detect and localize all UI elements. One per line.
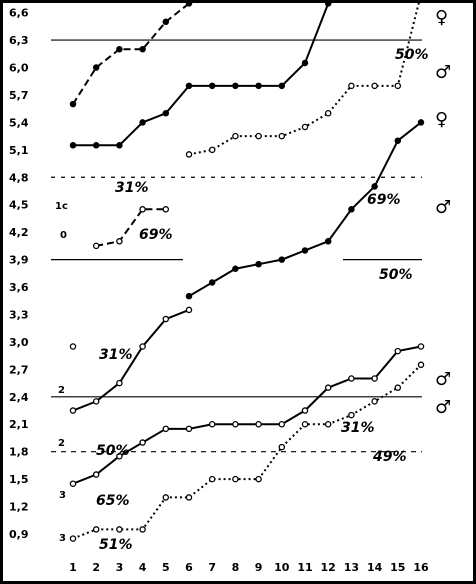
percent-label: 31% [341, 420, 375, 436]
data-point [326, 422, 331, 427]
data-point [395, 83, 400, 88]
y-tick-label: 2,7 [9, 363, 29, 377]
data-point [372, 184, 377, 189]
data-point [163, 316, 168, 321]
data-point [163, 19, 168, 24]
y-tick-label: 3,6 [9, 281, 29, 295]
data-point [70, 344, 75, 349]
data-point [302, 422, 307, 427]
data-point [94, 65, 99, 70]
x-tick-label: 8 [231, 561, 240, 574]
x-tick-label: 12 [320, 561, 336, 574]
y-tick-label: 2,1 [9, 418, 29, 432]
data-point [210, 477, 215, 482]
data-point [94, 472, 99, 477]
percent-label: 51% [99, 537, 133, 553]
data-point [302, 408, 307, 413]
series-group [70, 3, 423, 541]
percent-label: 50% [395, 47, 429, 63]
data-point [186, 426, 191, 431]
percent-label: 50% [379, 267, 413, 283]
x-tick-label: 3 [115, 561, 124, 574]
data-point [395, 348, 400, 353]
data-point [70, 143, 75, 148]
data-point [163, 111, 168, 116]
y-tick-label: 3,9 [9, 253, 29, 267]
y-tick-label: 4,2 [9, 226, 29, 240]
y-tick-label: 2,4 [9, 390, 29, 404]
percent-label: 31% [115, 180, 149, 196]
data-point [210, 147, 215, 152]
y-axis-ticks [9, 3, 29, 541]
percent-label: 69% [139, 227, 173, 243]
y-tick-label: 5,7 [9, 88, 29, 102]
data-point [302, 248, 307, 253]
series-start-label: 3 [59, 490, 66, 501]
data-point [210, 83, 215, 88]
data-point [256, 422, 261, 427]
data-point [326, 239, 331, 244]
line-chart [3, 3, 473, 581]
x-tick-label: 15 [390, 561, 406, 574]
data-point [94, 143, 99, 148]
data-point [233, 266, 238, 271]
data-point [279, 83, 284, 88]
series-start-label: 3 [59, 533, 66, 544]
x-tick-label: 13 [343, 561, 360, 574]
y-tick-label: 4,8 [9, 171, 29, 185]
y-tick-label: 6,3 [9, 34, 29, 48]
data-point [163, 426, 168, 431]
sex-symbol: ♂ [435, 197, 452, 218]
data-point [233, 422, 238, 427]
data-point [349, 207, 354, 212]
data-point [163, 207, 168, 212]
sex-symbol: ♂ [435, 62, 452, 83]
x-tick-label: 10 [274, 561, 290, 574]
x-tick-label: 7 [208, 561, 217, 574]
data-point [302, 60, 307, 65]
x-tick-label: 11 [297, 561, 313, 574]
data-point [117, 527, 122, 532]
series-line [73, 3, 421, 145]
x-tick-label: 16 [413, 561, 429, 574]
y-tick-label: 4,5 [9, 198, 29, 212]
y-tick-label: 0,9 [9, 528, 29, 541]
annotation-group [55, 7, 451, 553]
data-point [395, 138, 400, 143]
data-point [372, 399, 377, 404]
data-point [117, 380, 122, 385]
y-tick-label: 1,5 [9, 473, 29, 487]
data-point [140, 120, 145, 125]
y-tick-label: 3,3 [9, 308, 29, 322]
series-line [189, 3, 421, 154]
data-point [279, 257, 284, 262]
data-point [256, 83, 261, 88]
data-point [163, 495, 168, 500]
data-point [186, 307, 191, 312]
data-point [210, 422, 215, 427]
data-point [140, 344, 145, 349]
data-point [349, 376, 354, 381]
y-tick-label: 3,0 [9, 335, 29, 349]
sex-symbol: ♂ [435, 397, 452, 418]
data-point [186, 152, 191, 157]
y-tick-label: 5,1 [9, 143, 29, 157]
y-tick-label: 1,2 [9, 500, 29, 514]
data-point [279, 445, 284, 450]
data-point [256, 477, 261, 482]
data-point [117, 239, 122, 244]
sex-symbol: ♀ [435, 7, 449, 28]
data-point [279, 134, 284, 139]
data-point [302, 124, 307, 129]
data-point [140, 207, 145, 212]
x-tick-label: 4 [138, 561, 147, 574]
x-tick-label: 5 [161, 561, 170, 574]
series-line [73, 3, 421, 104]
series-start-label: 2 [58, 385, 65, 396]
x-tick-label: 6 [185, 561, 193, 574]
reference-lines [51, 3, 422, 452]
data-point [256, 262, 261, 267]
percent-label: 50% [96, 443, 130, 459]
y-tick-label: 6,6 [9, 6, 29, 20]
data-point [140, 527, 145, 532]
x-axis-ticks [69, 561, 429, 574]
data-point [418, 362, 423, 367]
data-point [256, 134, 261, 139]
data-point [372, 376, 377, 381]
data-point [349, 412, 354, 417]
data-point [395, 385, 400, 390]
data-point [70, 481, 75, 486]
data-point [70, 408, 75, 413]
data-point [349, 83, 354, 88]
chart-frame [3, 3, 473, 581]
data-point [140, 47, 145, 52]
data-point [418, 120, 423, 125]
data-point [418, 344, 423, 349]
sex-symbol: ♂ [435, 369, 452, 390]
x-tick-label: 2 [92, 561, 101, 574]
data-point [233, 134, 238, 139]
data-point [140, 440, 145, 445]
x-tick-label: 9 [254, 561, 263, 574]
percent-label: 49% [373, 449, 407, 465]
x-tick-label: 14 [366, 561, 383, 574]
y-tick-label: 5,4 [9, 116, 29, 130]
data-point [186, 3, 191, 6]
data-point [233, 477, 238, 482]
data-point [326, 385, 331, 390]
percent-label: 69% [367, 192, 401, 208]
data-point [186, 495, 191, 500]
series-start-label: 1c [55, 201, 68, 212]
data-point [94, 243, 99, 248]
data-point [326, 111, 331, 116]
data-point [94, 399, 99, 404]
series-start-label: 0 [60, 230, 67, 241]
data-point [372, 83, 377, 88]
sex-symbol: ♀ [435, 109, 449, 130]
data-point [94, 527, 99, 532]
percent-label: 31% [99, 347, 133, 363]
data-point [70, 102, 75, 107]
y-tick-label: 1,8 [9, 445, 29, 459]
data-point [233, 83, 238, 88]
data-point [210, 280, 215, 285]
data-point [117, 47, 122, 52]
data-point [70, 536, 75, 541]
data-point [279, 422, 284, 427]
series-line [73, 346, 421, 483]
data-point [326, 3, 331, 6]
series-start-label: 2 [58, 438, 65, 449]
percent-label: 65% [96, 493, 130, 509]
data-point [186, 294, 191, 299]
x-tick-label: 1 [69, 561, 77, 574]
data-point [117, 143, 122, 148]
y-tick-label: 6,0 [9, 61, 29, 75]
data-point [186, 83, 191, 88]
